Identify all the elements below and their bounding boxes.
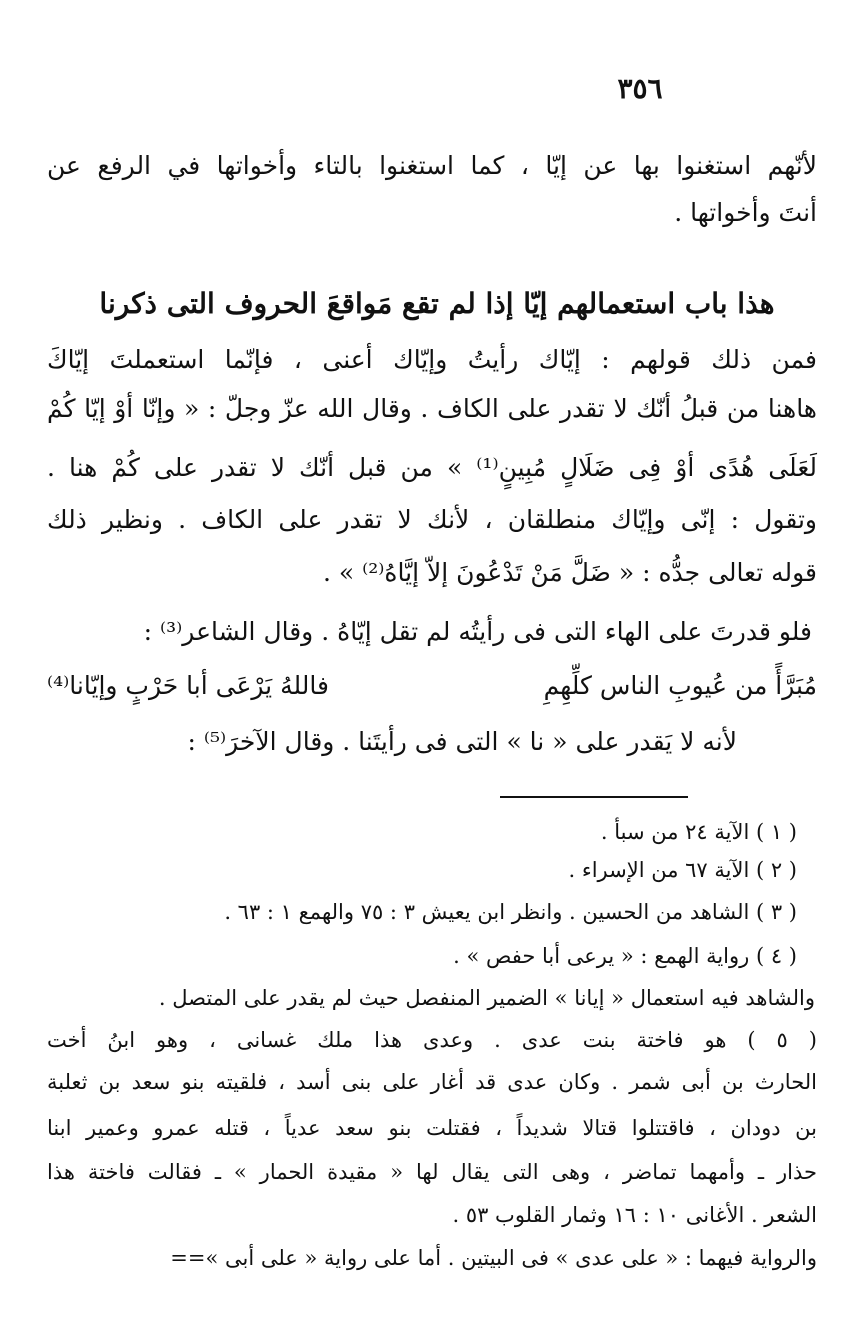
footnote-3: ( ٣ ) الشاهد من الحسين . وانظر ابن يعيش ٣ : ٧٥ والهمع ١ : ٦٣ . (224, 900, 797, 924)
footnote-4-note: والشاهد فيه استعمال « إيانا » الضمير المنفصل حيث لم يقدر على المتصل . (158, 986, 815, 1010)
body-line-4: وتقول : إنّى وإيّاك منطلقان ، لأنك لا تقدر على الكاف . ونظير ذلك (47, 505, 817, 534)
footnote-5-line-3: بن دودان ، فاقتتلوا قتالا شديداً ، فقتلت بنو سعد عدياً ، قتله عمرو وعمير ابنا (47, 1116, 817, 1140)
intro-line-2: أنتَ وأخواتها . (674, 198, 817, 227)
verse-first-hemistich: مُبَرَّأً من عُيوبِ الناس كلِّهِمِ (543, 671, 817, 700)
footnote-1: ( ١ ) الآية ٢٤ من سبأ . (600, 820, 797, 844)
verse-second-hemistich: فاللهُ يَرْعَى أبا حَرْبٍ وإيّانا⁽⁴⁾ (47, 671, 329, 700)
body-line-3: لَعَلَى هُدًى أوْ فِى ضَلَالٍ مُبِينٍ⁽¹⁾ » من قبل أنّك لا تقدر على كُمْ هنا . (47, 453, 817, 482)
footnote-5: ( ٥ ) هو فاختة بنت عدى . وعدى هذا ملك غسانى ، وهو ابنُ أخت (47, 1028, 817, 1052)
poem-verse (47, 666, 817, 706)
footnote-4: ( ٤ ) رواية الهمع : « يرعى أبا حفص » . (453, 944, 797, 968)
footnote-5-line-2: الحارث بن أبى شمر . وكان عدى قد أغار على بنى أسد ، فلقيته بنو سعد بن ثعلبة (47, 1070, 817, 1094)
footnote-2: ( ٢ ) الآية ٦٧ من الإسراء . (568, 858, 797, 882)
body-line-2: هاهنا من قبلُ أنّك لا تقدر على الكاف . وقال الله عزّ وجلّ : « وإنّا أوْ إيّا كُمْ (47, 394, 817, 423)
page-number: ٣٥٦ (617, 72, 663, 105)
body3-line: لأنه لا يَقدر على « نا » التى فى رأيتَنا . وقال الآخرَ⁽⁵⁾ : (187, 727, 737, 756)
body-line-1: فمن ذلك قولهم : إيّاك رأيتُ وإيّاك أعنى ، فإنّما استعملتَ إيّاكَ (47, 345, 817, 374)
body2-line: فلو قدرتَ على الهاء التى فى رأيتُه لم تقل إيّاهُ . وقال الشاعر⁽³⁾ : (143, 617, 812, 646)
footnote-continuation: والرواية فيهما : « على عدى » فى البيتين . أما على رواية « على أبى »== (170, 1246, 817, 1270)
footnote-separator (500, 796, 688, 798)
body-line-5: قوله تعالى جدُّه : « ضَلَّ مَنْ تَدْعُونَ إلاّ إيَّاهُ⁽²⁾ » . (322, 558, 817, 587)
intro-line-1: لأنّهم استغنوا بها عن إيّا ، كما استغنوا بالتاء وأخواتها في الرفع عن (47, 151, 817, 180)
footnote-5-line-4: حذار ـ وأمهما تماضر ، وهى التى يقال لها « مقيدة الحمار » ـ فقالت فاختة هذا (47, 1160, 817, 1184)
footnote-5-line-5: الشعر . الأغانى ١٠ : ١٦ وثمار القلوب ٥٣ . (452, 1203, 817, 1227)
section-title: هذا باب استعمالهم إيّا إذا لم تقع مَواقعَ الحروف التى ذكرنا (99, 287, 775, 320)
